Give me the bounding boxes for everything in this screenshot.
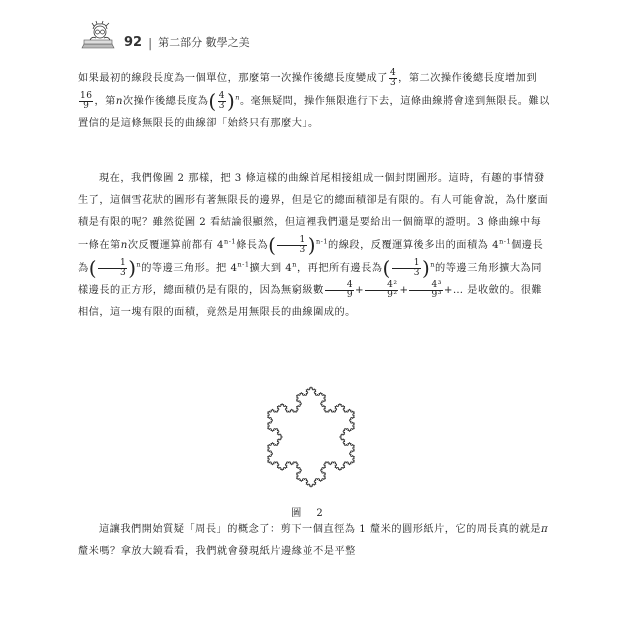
text-run: 個邊長為: [78, 240, 544, 274]
exponent: n-1: [237, 260, 250, 269]
exponent: n: [292, 260, 297, 269]
text-run: 擴大到 4: [249, 263, 293, 274]
text-run: 。毫無疑問，操作無限進行下去，這條曲線將會達到無限長。難以置信的是這條無限長的曲線卻「始終只有那麼大」。: [78, 96, 550, 129]
koch-snowflake-figure: [236, 372, 386, 502]
text-run: 的線段，反覆運算後多出的面積為 4: [328, 240, 500, 251]
text-run: 釐米嗎？拿放大鏡看看，我們就會發現紙片邊緣並不是平整: [78, 546, 356, 557]
text-run: ，第: [94, 96, 116, 107]
text-run: ，再把所有邊長為: [296, 263, 383, 274]
page-number: 92: [124, 35, 143, 50]
fraction-1-3: $\frac{1}{3}$: [392, 259, 421, 278]
figure-caption: 圖 2: [291, 508, 329, 519]
koch-snowflake-curve: [268, 387, 355, 487]
series-term-3: $\frac{\text{4³}}{\text{9³}}$: [409, 281, 442, 300]
chapter-title: 第二部分 數學之美: [158, 36, 250, 49]
text-run: 次反覆運算前都有 4: [127, 240, 225, 251]
text-run: 的等邊三角形擴大為同樣邊長的正方形，總面積仍是有限的，因為無窮級數: [78, 263, 542, 296]
text-run: 條長為: [236, 240, 269, 251]
paragraph-1: 如果最初的線段長度為一個單位，那麼第一次操作後總長度變成了 $\frac{4}{3}$ ，第二次操作後總長度增加到 $\frac{16}{9}$ ，第n次操作後總長度為( $\frac{4}{3}$ )$^n$。毫無疑問，操作無限進行下去，這條曲線將會達到無限長。難以置信的是這條無限長的曲線卻「始終只有那麼大」。: [78, 67, 550, 129]
paragraph-2: 現在，我們像圖 2 那樣，把 3 條這樣的曲線首尾相接組成一個封閉圖形。這時，有趣的事情發生了，這個雪花狀的圖形有著無限長的邊界，但是它的總面積卻是有限的。有人可能會說，為什麼面積是有限的呢？雖然從圖 2 看結論很顯然，但這裡我們還是要給出一個簡單的證明。3 條曲線中每一條在第n次反覆運算前都有 4$^{n-1}$條長為( $\frac{1}{3}$ )$^{n-1}$的線段，反覆運算後多出的面積為 4$^{n-1}$個邊長為( $\frac{1}{3}$ )$^n$的等邊三角形。把 4$^{n-1}$擴大到 4$^n$，再把所有邊長為( $\frac{1}{3}$ )$^n$的等邊三角形擴大為同樣邊長的正方形，總面積仍是有限的，因為無窮級數 $\frac{4}{9}$ + $\frac{\text{4²}}{\text{9²}}$ + $\frac{\text{4³}}{\text{9³}}$ +… 是收斂的。很難相信，這一塊有限的面積，竟然是用無限長的曲線圍成的。: [78, 173, 549, 318]
text-run: 的等邊三角形。把 4: [141, 263, 238, 274]
exponent: n-1: [316, 237, 329, 246]
page-header: [78, 20, 558, 50]
text-run: 這讓我們開始質疑「周長」的概念了：剪下一個直徑為 1 釐米的圓形紙片，它的周長真的就是: [99, 524, 541, 535]
text-run: +… 是收斂的。很難相信，這一塊有限的面積，竟然是用無限長的曲線圍成的。: [78, 285, 543, 318]
variable-n: n: [120, 240, 128, 251]
fraction-16-9: $\frac{16}{9}$: [80, 90, 93, 111]
cartoon-scholar-icon: [78, 20, 118, 50]
fraction-1-3: $\frac{1}{3}$: [277, 236, 306, 255]
exponent: n: [430, 260, 436, 269]
text-run: ，第二次操作後總長度增加到: [398, 73, 538, 84]
exponent: n-1: [224, 237, 237, 246]
series-term-2: $\frac{\text{4²}}{\text{9²}}$: [365, 281, 398, 300]
fraction-4-3-power: $\frac{4}{3}$: [218, 90, 225, 111]
paragraph-3: [78, 519, 550, 563]
text-run: 如果最初的線段長度為一個單位，那麼第一次操作後總長度變成了: [78, 73, 388, 84]
variable-n: n: [115, 96, 123, 107]
fraction-1-3: $\frac{1}{3}$: [98, 259, 127, 278]
exponent: n-1: [499, 237, 512, 246]
text-run: 現在，我們像圖 2 那樣，把 3 條這樣的曲線首尾相接組成一個封閉圖形。這時，有趣的事情發生了，這個雪花狀的圖形有著無限長的邊界，但是它的總面積卻是有限的。有人可能會說，為什麼面積是有限的呢？雖然從圖 2 看結論很顯然，但這裡我們還是要給出一個簡單的證明。3 條曲線中每一條在第: [78, 173, 549, 251]
fraction-4-3: $\frac{4}{3}$: [389, 67, 397, 88]
series-term-1: $\frac{4}{9}$: [325, 281, 354, 300]
header-separator: |: [148, 36, 153, 50]
pi-symbol: π: [540, 524, 549, 535]
text-run: 次操作後總長度為: [122, 96, 209, 107]
exponent: n: [136, 260, 142, 269]
